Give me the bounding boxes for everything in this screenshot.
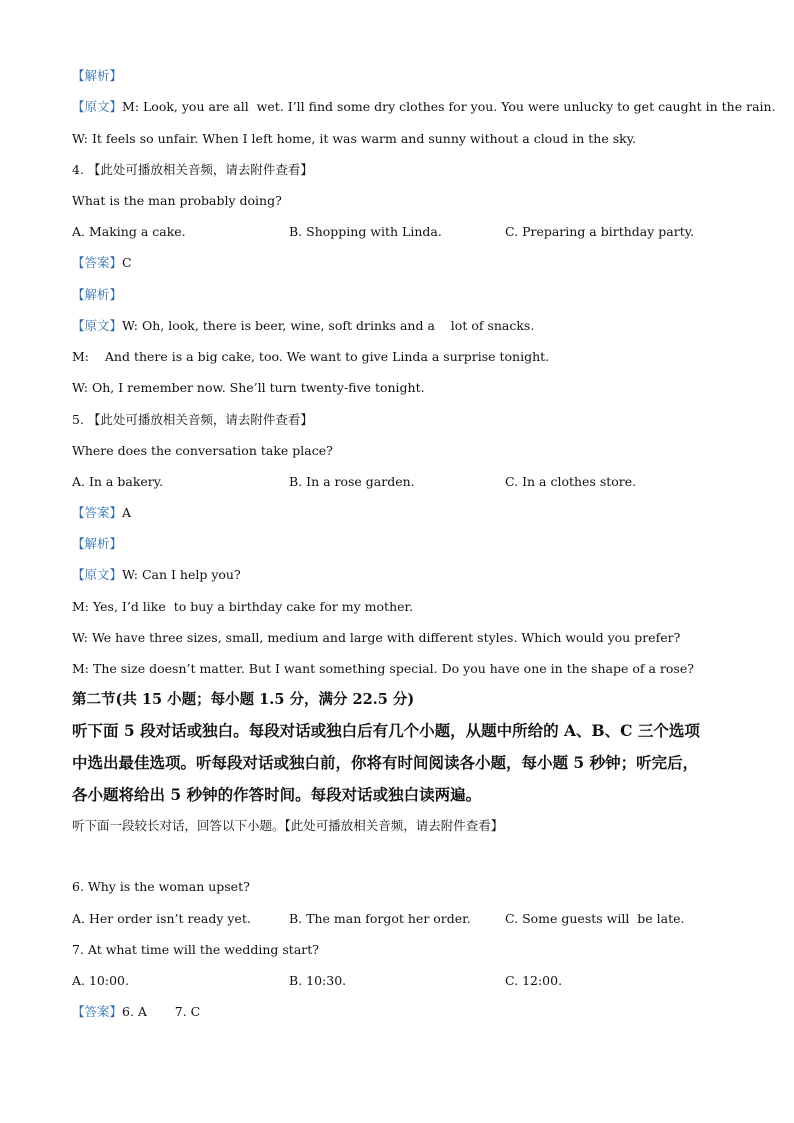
option-b: B. Shopping with Linda. bbox=[289, 224, 442, 239]
analysis-label: 【解析】 bbox=[72, 68, 123, 83]
question-text: What is the man probably doing? bbox=[72, 193, 282, 208]
section-instructions: 听下面 5 段对话或独白。每段对话或独白后有几个小题，从题中所给的 A、B、C 三个选项 bbox=[72, 721, 700, 740]
transcript-line: W: Oh, I remember now. She’ll turn twenty-five tonight. bbox=[72, 380, 425, 395]
option-c: C. Preparing a birthday party. bbox=[505, 224, 695, 239]
question-text: 7. At what time will the wedding start? bbox=[72, 942, 319, 957]
transcript-label: 【原文】 bbox=[72, 567, 123, 582]
option-a: A. In a bakery. bbox=[72, 474, 164, 489]
transcript-line: 【原文】W: Oh, look, there is beer, wine, soft drinks and a lot of snacks. bbox=[72, 318, 535, 333]
option-c: C. 12:00. bbox=[505, 973, 563, 988]
answer-line: 【答案】6. A 7. C bbox=[72, 1004, 201, 1019]
transcript-line: W: It feels so unfair. When I left home, it was warm and sunny without a cloud in the sky. bbox=[72, 131, 637, 146]
transcript-line: 【原文】W: Can I help you? bbox=[72, 567, 241, 582]
option-a: A. 10:00. bbox=[72, 973, 129, 988]
analysis-label: 【解析】 bbox=[72, 287, 123, 302]
transcript-line: M: And there is a big cake, too. We want to give Linda a surprise tonight. bbox=[72, 349, 550, 364]
option-a: A. Making a cake. bbox=[72, 224, 186, 239]
transcript-label: 【原文】 bbox=[72, 99, 123, 114]
question-header: 4. 【此处可播放相关音频，请去附件查看】 bbox=[72, 162, 313, 177]
transcript-line: 【原文】M: Look, you are all wet. I’ll find some dry clothes for you. You were unlucky to get caught in the rain. bbox=[72, 99, 776, 114]
answer-line: 【答案】C bbox=[72, 255, 132, 270]
answer-label: 【答案】 bbox=[72, 505, 123, 520]
section-title: 第二节(共 15 小题；每小题 1.5 分，满分 22.5 分) bbox=[72, 691, 415, 708]
option-c: C. In a clothes store. bbox=[505, 474, 637, 489]
transcript-line: W: We have three sizes, small, medium and large with different styles. Which would you prefer? bbox=[72, 630, 681, 645]
answer-label: 【答案】 bbox=[72, 1004, 123, 1019]
section-instructions: 各小题将给出 5 秒钟的作答时间。每段对话或独白读两遍。 bbox=[72, 785, 482, 804]
option-b: B. 10:30. bbox=[289, 973, 347, 988]
option-a: A. Her order isn’t ready yet. bbox=[72, 911, 251, 926]
answer-line: 【答案】A bbox=[72, 505, 132, 520]
section-instructions: 中选出最佳选项。听每段对话或独白前，你将有时间阅读各小题，每小题 5 秒钟；听完后， bbox=[72, 753, 699, 772]
option-c: C. Some guests will be late. bbox=[505, 911, 685, 926]
analysis-label: 【解析】 bbox=[72, 536, 123, 551]
question-text: 6. Why is the woman upset? bbox=[72, 879, 250, 894]
transcript-line: M: The size doesn’t matter. But I want something special. Do you have one in the shape of a rose? bbox=[72, 661, 694, 676]
transcript-line: M: Yes, I’d like to buy a birthday cake for my mother. bbox=[72, 599, 414, 614]
option-b: B. In a rose garden. bbox=[289, 474, 415, 489]
answer-label: 【答案】 bbox=[72, 255, 123, 270]
transcript-label: 【原文】 bbox=[72, 318, 123, 333]
question-header: 5. 【此处可播放相关音频，请去附件查看】 bbox=[72, 412, 313, 427]
listening-note: 听下面一段较长对话，回答以下小题。【此处可播放相关音频，请去附件查看】 bbox=[72, 818, 504, 833]
option-b: B. The man forgot her order. bbox=[289, 911, 471, 926]
question-text: Where does the conversation take place? bbox=[72, 443, 333, 458]
